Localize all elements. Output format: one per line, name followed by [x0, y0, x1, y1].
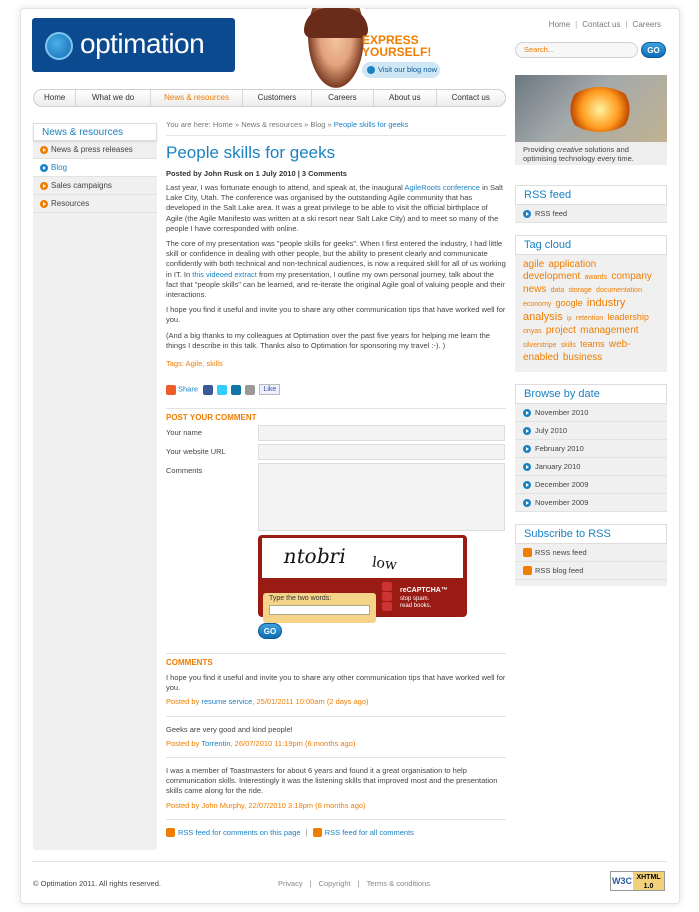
sidebar-item-news-press[interactable]: News & press releases	[33, 141, 157, 159]
w3c-xhtml-badge[interactable]: W3C XHTML 1.0	[610, 871, 665, 891]
email-icon[interactable]	[245, 385, 255, 395]
captcha-image: ntobri low	[262, 538, 463, 578]
tag-cloud-title: Tag cloud	[515, 235, 667, 255]
share-icon[interactable]	[166, 385, 176, 395]
rss-blog-link[interactable]: RSS blog feed	[515, 562, 667, 580]
left-sidebar	[33, 123, 157, 850]
privacy-link[interactable]: Privacy	[278, 879, 303, 888]
sidebar-item-sales[interactable]: Sales campaigns	[33, 177, 157, 195]
tag-link[interactable]: leadership	[607, 312, 649, 322]
arrow-icon	[40, 182, 48, 190]
crumb-home[interactable]: Home	[212, 120, 233, 129]
recaptcha-widget	[258, 535, 467, 617]
rss-news-link[interactable]: RSS news feed	[515, 544, 667, 562]
arrow-icon	[523, 463, 531, 471]
rss-icon	[166, 828, 175, 837]
linkedin-icon[interactable]	[231, 385, 241, 395]
crumb-news[interactable]: News & resources	[241, 120, 303, 129]
arrow-icon	[523, 210, 531, 218]
arrow-icon	[40, 164, 48, 172]
share-link[interactable]: Share	[178, 384, 199, 394]
date-link[interactable]: July 2010	[515, 422, 667, 440]
crumb-blog[interactable]: Blog	[310, 120, 326, 129]
optimation-logo[interactable]	[32, 18, 235, 72]
browse-date-title: Browse by date	[515, 384, 667, 404]
comments-textarea[interactable]	[258, 463, 505, 531]
comment-author-link[interactable]: resume service	[201, 697, 253, 707]
tag-link[interactable]: company	[611, 271, 652, 282]
sidebar-item-blog[interactable]: Blog	[33, 159, 157, 177]
main-nav	[33, 89, 506, 107]
hero-headline: EXPRESS YOURSELF!	[362, 33, 432, 59]
search-go-button[interactable]: GO	[641, 42, 666, 58]
twitter-icon[interactable]	[217, 385, 227, 395]
arrow-icon	[367, 66, 375, 74]
arrow-icon	[40, 200, 48, 208]
comment-author-link[interactable]: Torrentin	[201, 738, 231, 748]
main-content	[166, 120, 506, 837]
post-meta: Posted by John Rusk on 1 July 2010 | 3 Comments	[166, 169, 347, 178]
footer-links: Privacy | Copyright | Terms & conditions	[278, 879, 430, 888]
post-paragraph: Last year, I was fortunate enough to attend, and speak at, the inaugural AgileRoots conference in Salt Lake City, Utah. The conference was organised by the outstanding Agile community that has developed in the Salt Lake area. It was a great privilege to be able to visit the official birthplace of Agile (the Agile Manifesto was written at a ski resort near Salt Lake City) and to meet so many of the people I have corresponded with online.	[166, 183, 503, 233]
post-tags[interactable]: Tags: Agile, skills	[166, 359, 223, 369]
nav-contact-us[interactable]: Contact us	[451, 93, 490, 102]
logo-text: optimation	[80, 28, 205, 59]
tag-link[interactable]: onyas	[523, 328, 542, 335]
top-links: Home | Contact us | Careers	[548, 20, 661, 29]
name-label: Your name	[166, 428, 202, 438]
facebook-like-button[interactable]: Like	[259, 384, 280, 395]
search-input[interactable]: Search...	[515, 42, 638, 58]
subscribe-box	[515, 524, 667, 586]
tag-link[interactable]: awards	[584, 274, 608, 281]
tag-link[interactable]: silverstripe	[523, 342, 557, 349]
hero-banner[interactable]	[290, 8, 450, 88]
rss-all-comments-link[interactable]: RSS feed for all comments	[324, 827, 414, 837]
tag-link[interactable]: google	[555, 298, 583, 308]
nav-what-we-do[interactable]: What we do	[76, 90, 150, 106]
copyright: © Optimation 2011. All rights reserved.	[33, 879, 161, 888]
website-field[interactable]	[258, 444, 505, 460]
website-label: Your website URL	[166, 447, 226, 457]
globe-icon	[45, 32, 73, 60]
arrow-icon	[40, 146, 48, 154]
agileroots-link[interactable]: AgileRoots conference	[404, 183, 480, 192]
tag-link[interactable]: data	[550, 287, 565, 294]
audio-icon[interactable]	[382, 592, 392, 601]
tag-link[interactable]: agile	[523, 259, 545, 270]
date-link[interactable]: December 2009	[515, 476, 667, 494]
rss-icon	[523, 566, 532, 575]
tag-link[interactable]: economy	[523, 301, 552, 308]
rss-feed-box	[515, 185, 667, 223]
tag-link[interactable]: project	[545, 325, 576, 336]
nav-about-us[interactable]: About us	[374, 90, 436, 106]
date-link[interactable]: November 2009	[515, 494, 667, 512]
share-bar	[166, 384, 506, 398]
nav-news-resources[interactable]: News & resources	[151, 90, 243, 106]
sidebar-title: News & resources	[33, 123, 157, 141]
post-paragraph: The core of my presentation was "people skills for geeks". When I first entered the industry, I had little skill or confidence in dealing with other people, but the ability to present clearly and communicate confidently with both technical and non-technical audiences, is now a required skill for all of us working in IT. In this videoed extract from my presentation, I outline my own personal journey, talk about the fact that "people skills" can be learned, and re-iterate the original Agile goal of valuing people and their interactions.	[166, 239, 506, 300]
glass-flame-image	[565, 87, 635, 132]
tag-link[interactable]: web-enabled	[523, 339, 631, 363]
tag-link[interactable]: skills	[560, 342, 576, 349]
nav-careers[interactable]: Careers	[312, 90, 374, 106]
comment-item: I hope you find it useful and invite you to share any other communication tips that have worked well for you. Posted by resume service, 25/01/2011 10:00am (2 days ago)	[166, 673, 506, 717]
recaptcha-brand: reCAPTCHA™ stop spam. read books.	[400, 587, 448, 610]
rss-icon	[313, 828, 322, 837]
refresh-icon[interactable]	[382, 582, 392, 591]
toplink-home[interactable]: Home	[548, 20, 571, 29]
facebook-icon[interactable]	[203, 385, 213, 395]
sidebar-item-resources[interactable]: Resources	[33, 195, 157, 213]
tag-link[interactable]: industry	[586, 297, 626, 309]
arrow-icon	[523, 499, 531, 507]
submit-go-button[interactable]: GO	[258, 623, 282, 639]
tag-cloud	[515, 255, 667, 372]
arrow-icon	[523, 445, 531, 453]
breadcrumb: You are here: Home » News & resources » Blog » People skills for geeks	[166, 120, 506, 136]
captcha-field[interactable]	[269, 605, 370, 615]
terms-link[interactable]: Terms & conditions	[366, 879, 430, 888]
nav-home[interactable]: Home	[34, 90, 76, 106]
date-link[interactable]: January 2010	[515, 458, 667, 476]
page-title: People skills for geeks	[166, 143, 336, 162]
comment-item: Geeks are very good and kind people! Posted by Torrentin, 26/07/2010 11:19pm (6 months ago)	[166, 725, 506, 758]
tag-link[interactable]: teams	[580, 339, 605, 349]
comment-item: I was a member of Toastmasters for about 6 years and found it a great organisation to help communication skills. Interestingly it was the listening skills that improved most and the presentation skills came along for the ride. Posted by John Murphy, 22/07/2010 3:18pm (6 months ago)	[166, 766, 506, 820]
tag-link[interactable]: management	[580, 325, 639, 336]
post-comment-heading: POST YOUR COMMENT	[166, 408, 506, 422]
toplink-careers[interactable]: Careers	[632, 20, 661, 29]
video-extract-link[interactable]: this videoed extract	[192, 269, 257, 279]
copyright-link[interactable]: Copyright	[318, 879, 351, 888]
browse-date-box	[515, 384, 667, 512]
post-paragraph: (And a big thanks to my colleagues at Optimation over the past five years for helping me learn the things I describe in this talk. Thanks also to Optimation for sponsoring my travel :-). )	[166, 330, 490, 350]
tag-link[interactable]: retention	[575, 315, 604, 322]
comments-heading: COMMENTS	[166, 653, 506, 667]
rss-page-comments-link[interactable]: RSS feed for comments on this page	[178, 827, 301, 837]
tag-link[interactable]: development	[523, 271, 581, 282]
arrow-icon	[523, 481, 531, 489]
date-link[interactable]: November 2010	[515, 404, 667, 422]
tag-link[interactable]: business	[562, 352, 603, 363]
comment-rss-links: RSS feed for comments on this page | RSS feed for all comments	[166, 828, 506, 838]
visit-blog-button[interactable]: Visit our blog now	[362, 62, 440, 78]
tag-link[interactable]: storage	[568, 287, 592, 294]
nav-customers[interactable]: Customers	[243, 90, 311, 106]
promo-image[interactable]	[515, 75, 667, 165]
tag-link[interactable]: documentation	[596, 287, 642, 294]
post-paragraph: I hope you find it useful and invite you to share any other communication tips that have worked well for you.	[166, 305, 506, 325]
arrow-icon	[523, 409, 531, 417]
help-icon[interactable]	[382, 602, 392, 611]
right-sidebar	[515, 75, 667, 586]
subscribe-title: Subscribe to RSS	[515, 524, 667, 544]
hair-shape	[304, 8, 368, 38]
arrow-icon	[523, 427, 531, 435]
rss-feed-title: RSS feed	[515, 185, 667, 205]
tag-link[interactable]: news	[523, 284, 547, 295]
captcha-input-box: Type the two words:	[263, 593, 376, 623]
comments-label: Comments	[166, 466, 203, 476]
tag-link[interactable]: application	[548, 259, 597, 270]
promo-caption: Providing creative solutions and optimising technology every time.	[515, 142, 667, 165]
rss-icon	[523, 548, 532, 557]
date-link[interactable]: February 2010	[515, 440, 667, 458]
tag-link[interactable]: analysis	[523, 311, 563, 323]
rss-feed-link[interactable]: RSS feed	[515, 205, 667, 223]
tag-cloud-box	[515, 235, 667, 372]
tag-link[interactable]: ip	[566, 316, 572, 322]
toplink-contact[interactable]: Contact us	[582, 20, 621, 29]
name-field[interactable]	[258, 425, 505, 441]
crumb-current: People skills for geeks	[333, 120, 409, 129]
